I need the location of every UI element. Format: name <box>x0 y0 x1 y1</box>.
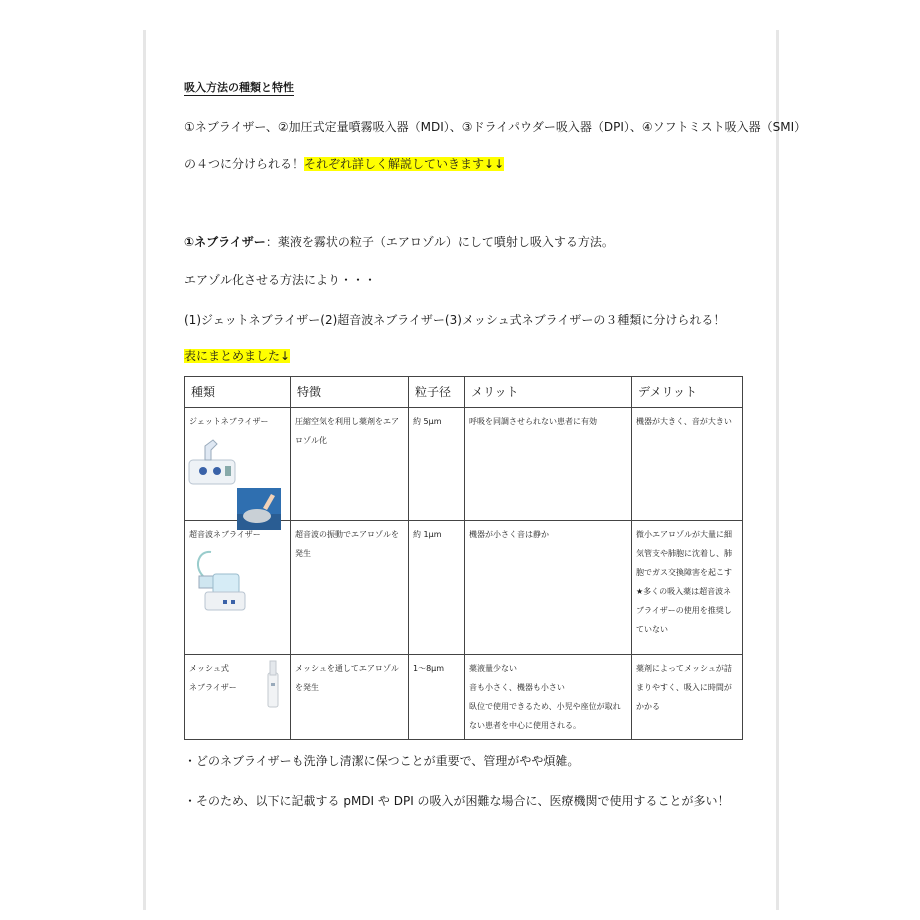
cell-demerit: 薬剤によってメッシュが詰まりやすく、吸入に時間がかかる <box>632 655 743 740</box>
cell-size: 1～8μm <box>409 655 465 740</box>
aerosol-line: エアゾル化させる方法により・・・ <box>184 273 377 287</box>
table-header-row <box>185 377 743 408</box>
intro-line-2-text: の４つに分けられる！ <box>184 157 305 171</box>
header-demerit: デメリット <box>632 377 743 408</box>
mesh-nebulizer-name-2: ネブライザー <box>189 683 237 692</box>
mesh-nebulizer-image <box>265 659 281 709</box>
demerit-note: ★多くの吸入薬は超音波ネブライザーの使用を推奨していない <box>636 587 732 634</box>
cell-merit: 機器が小さく音は静か <box>465 521 632 655</box>
highlight-text: それぞれ詳しく解説していきます↓↓ <box>304 157 505 171</box>
jet-nebulizer-image <box>187 438 239 488</box>
cell-type <box>185 655 291 740</box>
cell-type <box>185 408 291 521</box>
document-page <box>143 30 807 910</box>
table-intro-highlight: 表にまとめました↓ <box>184 349 291 363</box>
table-intro <box>184 347 290 364</box>
merit-line-2: 音も小さく、機器も小さい <box>469 683 565 692</box>
header-size: 粒子径 <box>409 377 465 408</box>
mesh-nebulizer-name-1: メッシュ式 <box>189 664 229 673</box>
table-row <box>185 655 743 740</box>
nebulizer-desc: ：薬液を霧状の粒子（エアロゾル）にして噴射し吸入する方法。 <box>265 235 614 249</box>
intro-line-1: ①ネブライザー、②加圧式定量噴霧吸入器（MDI）、③ドライパウダー吸入器（DPI）、④ソフトミスト吸入器（SMI） <box>184 120 807 134</box>
note-2: ・そのため、以下に記載する pMDI や DPI の吸入が困難な場合に、医療機関で使用することが多い！ <box>184 794 730 808</box>
demerit-text: 微小エアロゾルが大量に細気管支や肺胞に沈着し、肺胞でガス交換障害を起こす <box>636 530 732 577</box>
nebulizer-definition <box>184 233 614 250</box>
header-feature: 特徴 <box>291 377 409 408</box>
cell-demerit <box>632 521 743 655</box>
cell-feature: メッシュを通してエアロゾルを発生 <box>291 655 409 740</box>
merit-line-1: 薬液量少ない <box>469 664 517 673</box>
cell-feature: 超音波の振動でエアロゾルを発生 <box>291 521 409 655</box>
cell-feature: 圧縮空気を利用し薬剤をエアロゾル化 <box>291 408 409 521</box>
cell-size: 約 1μm <box>409 521 465 655</box>
ultrasonic-nebulizer-image <box>193 546 249 616</box>
header-type: 種類 <box>185 377 291 408</box>
ultrasonic-nebulizer-name: 超音波ネブライザー <box>189 530 261 539</box>
cell-merit <box>465 655 632 740</box>
cell-merit: 呼吸を同調させられない患者に有効 <box>465 408 632 521</box>
cell-size: 約 5μm <box>409 408 465 521</box>
intro-line-2 <box>184 155 504 172</box>
header-merit: メリット <box>465 377 632 408</box>
table-row <box>185 408 743 521</box>
nebulizer-label: ①ネブライザー <box>184 235 266 249</box>
merit-line-3: 臥位で使用できるため、小児や座位が取れない患者を中心に使用される。 <box>469 702 621 730</box>
cell-demerit: 機器が大きく、音が大きい <box>632 408 743 521</box>
types-line: (1)ジェットネブライザー(2)超音波ネブライザー(3)メッシュ式ネブライザーの３種類に分けられる！ <box>184 313 726 327</box>
jet-nebulizer-name: ジェットネブライザー <box>189 417 269 426</box>
table-row <box>185 521 743 655</box>
note-1: ・どのネブライザーも洗浄し清潔に保つことが重要で、管理がやや煩雑。 <box>184 754 580 768</box>
cell-type <box>185 521 291 655</box>
section-heading: 吸入方法の種類と特性 <box>184 81 294 94</box>
comparison-table <box>184 376 743 740</box>
